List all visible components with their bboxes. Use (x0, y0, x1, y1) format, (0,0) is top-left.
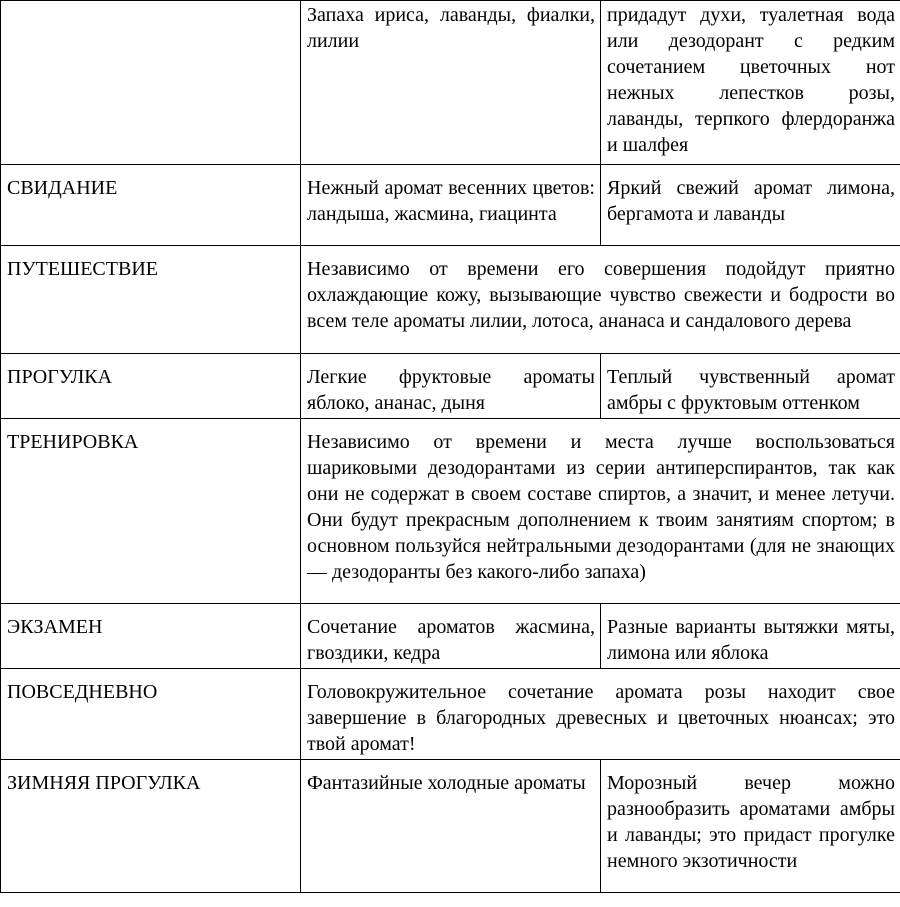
evening-cell: Яркий свежий аромат лимона, бергамота и лаванды (601, 165, 900, 246)
day-cell: Сочетание ароматов жасмина, гвоздики, кедра (301, 604, 601, 669)
table-row (1, 669, 900, 760)
merged-cell: Головокружительное сочетание аромата розы находит свое завершение в благородных древесных и цветочных нюансах; это твой аромат! (301, 669, 900, 760)
occasion-cell: ЗИМНЯЯ ПРОГУЛКА (1, 760, 301, 893)
evening-cell: придадут духи, туалетная вода или дезодорант с редким сочетанием цветочных нот нежных лепестков розы, лаванды, терпкого флердоранжа и шалфея (601, 1, 900, 165)
table-row (1, 246, 900, 354)
table-row (1, 760, 900, 893)
merged-cell: Независимо от времени и места лучше воспользоваться шариковыми дезодорантами из серии антиперспирантов, так как они не содержат в своем составе спиртов, а значит, и менее летучи. Они будут прекрасным дополнением к твоим занятиям спортом; в основном пользуйся нейтральными дезодорантами (для не знающих — дезодоранты без какого-либо запаха) (301, 419, 900, 604)
occasion-cell: ТРЕНИРОВКА (1, 419, 301, 604)
merged-cell: Независимо от времени его совершения подойдут приятно охлаждающие кожу, вызывающие чувство свежести и бодрости во всем теле ароматы лилии, лотоса, ананаса и сандалового дерева (301, 246, 900, 354)
table-row (1, 419, 900, 604)
occasion-cell: ПОВСЕДНЕВНО (1, 669, 301, 760)
day-cell: Нежный аромат весенних цветов: ландыша, жасмина, гиацинта (301, 165, 601, 246)
day-cell: Запаха ириса, лаванды, фиалки, лилии (301, 1, 601, 165)
table-row (1, 1, 900, 165)
table-row (1, 604, 900, 669)
occasion-cell: ПУТЕШЕСТВИЕ (1, 246, 301, 354)
day-cell: Фантазийные холодные ароматы (301, 760, 601, 893)
table-row (1, 354, 900, 419)
table-row (1, 165, 900, 246)
occasion-cell: СВИДАНИЕ (1, 165, 301, 246)
evening-cell: Разные варианты вытяжки мяты, лимона или яблока (601, 604, 900, 669)
occasion-cell: ПРОГУЛКА (1, 354, 301, 419)
occasion-cell (1, 1, 301, 165)
occasion-cell: ЭКЗАМЕН (1, 604, 301, 669)
evening-cell: Теплый чувственный аромат амбры с фруктовым оттенком (601, 354, 900, 419)
day-cell: Легкие фруктовые ароматы яблоко, ананас, дыня (301, 354, 601, 419)
evening-cell: Морозный вечер можно разнообразить ароматами амбры и лаванды; это придаст прогулке немного экзотичности (601, 760, 900, 893)
